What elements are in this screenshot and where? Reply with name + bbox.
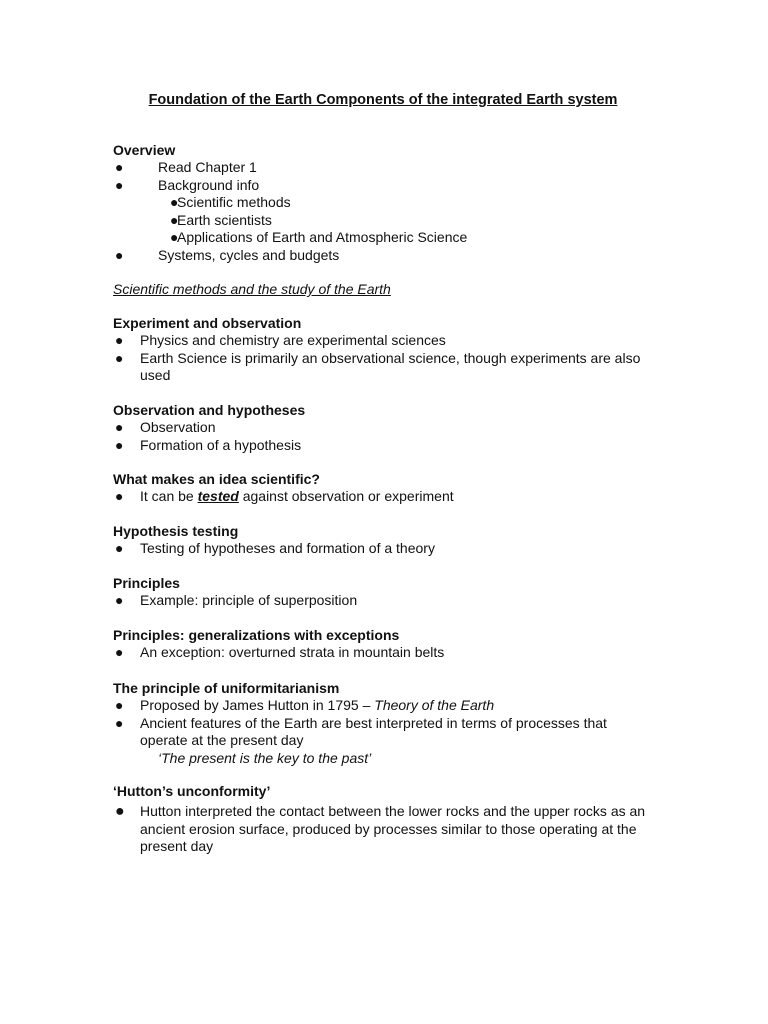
exceptions-section <box>113 627 658 662</box>
list-item <box>113 697 658 715</box>
list-item-text: Background info <box>158 176 260 193</box>
bullet-icon: ● <box>115 488 124 504</box>
list-item <box>113 488 658 506</box>
section-heading: Observation and hypotheses <box>113 402 306 418</box>
overview-heading: Overview <box>113 142 176 158</box>
bullet-icon: ● <box>170 194 179 210</box>
scientific-list <box>113 488 658 506</box>
list-item <box>113 419 658 437</box>
list-item-text: Earth scientists <box>177 211 272 228</box>
list-item <box>113 194 658 212</box>
section-heading: What makes an idea scientific? <box>113 471 320 487</box>
list-item <box>113 350 658 385</box>
list-item-text: Scientific methods <box>177 194 291 210</box>
overview-list-continued <box>113 247 658 265</box>
section-heading: ‘Hutton’s unconformity’ <box>113 783 271 799</box>
list-item-text: It can be <box>140 488 198 504</box>
observation-list <box>113 419 658 454</box>
list-item-text: An exception: overturned strata in mountain belts <box>140 644 445 660</box>
list-item <box>113 177 658 195</box>
bullet-icon: ● <box>115 332 124 348</box>
bullet-icon: ● <box>115 176 124 193</box>
list-item-text: Ancient features of the Earth are best interpreted in terms of processes that operate at the present day <box>140 714 607 748</box>
list-item <box>113 437 658 455</box>
list-item-text: Systems, cycles and budgets <box>158 246 340 263</box>
bullet-icon: ● <box>115 159 124 175</box>
uniformitarianism-section <box>113 680 658 767</box>
list-item <box>113 803 658 856</box>
experiment-list <box>113 332 658 385</box>
section-heading: The principle of uniformitarianism <box>113 680 340 696</box>
list-item <box>113 715 658 750</box>
scientific-section <box>113 471 658 506</box>
list-item-text: Example: principle of superposition <box>140 592 358 608</box>
unconformity-section <box>113 783 658 856</box>
list-item <box>113 212 658 230</box>
list-item-text: Testing of hypotheses and formation of a theory <box>140 540 435 556</box>
section-subtitle-block <box>113 281 658 298</box>
bullet-icon: ● <box>115 246 124 263</box>
list-item-text: Read Chapter 1 <box>158 159 257 175</box>
quote-text: ‘The present is the key to the past’ <box>158 749 372 766</box>
uniformitarianism-list <box>113 697 658 750</box>
section-heading: Principles: generalizations with exceptions <box>113 627 400 643</box>
list-item <box>113 644 658 662</box>
document-title: Foundation of the Earth Components of the integrated Earth system <box>148 92 618 108</box>
list-item-text: against observation or experiment <box>238 488 454 504</box>
list-item-text: Observation <box>140 419 216 435</box>
overview-list <box>113 159 658 194</box>
bullet-icon: ● <box>115 803 125 820</box>
bullet-icon: ● <box>170 229 179 245</box>
bullet-icon: ● <box>115 349 124 366</box>
section-heading: Experiment and observation <box>113 315 302 331</box>
bullet-icon: ● <box>115 697 124 713</box>
list-item-text: Applications of Earth and Atmospheric Science <box>177 229 468 245</box>
section-heading: Principles <box>113 575 180 591</box>
bullet-icon: ● <box>115 540 124 556</box>
list-item-text: Earth Science is primarily an observational science, though experiments are also used <box>140 349 641 383</box>
list-item-text: Physics and chemistry are experimental sciences <box>140 332 446 348</box>
experiment-section <box>113 315 658 385</box>
book-title: Theory of the Earth <box>374 697 495 713</box>
principles-list <box>113 592 658 610</box>
list-item-text: Proposed by James Hutton in 1795 – <box>140 697 375 713</box>
bullet-icon: ● <box>115 714 124 731</box>
bullet-icon: ● <box>115 592 124 608</box>
bullet-icon: ● <box>115 644 124 660</box>
overview-section <box>113 142 658 264</box>
bullet-icon: ● <box>115 436 124 453</box>
list-item <box>113 540 658 558</box>
principles-section <box>113 575 658 610</box>
observation-section <box>113 402 658 454</box>
list-item-text: Hutton interpreted the contact between the lower rocks and the upper rocks as an ancient erosion surface, produced by processes similar to those operating at the present day <box>140 803 646 854</box>
overview-sub-list <box>113 194 658 247</box>
list-item <box>113 229 658 247</box>
unconformity-list <box>113 803 658 856</box>
testing-list <box>113 540 658 558</box>
section-heading: Hypothesis testing <box>113 523 239 539</box>
bullet-icon: ● <box>170 211 179 228</box>
bullet-icon: ● <box>115 419 124 435</box>
list-item <box>113 592 658 610</box>
exceptions-list <box>113 644 658 662</box>
list-item <box>113 332 658 350</box>
emphasized-word: tested <box>197 488 239 504</box>
list-item-text: Formation of a hypothesis <box>140 436 302 453</box>
list-item <box>113 159 658 177</box>
section-subtitle: Scientific methods and the study of the Earth <box>113 281 391 297</box>
testing-section <box>113 523 658 558</box>
list-item <box>113 247 658 265</box>
